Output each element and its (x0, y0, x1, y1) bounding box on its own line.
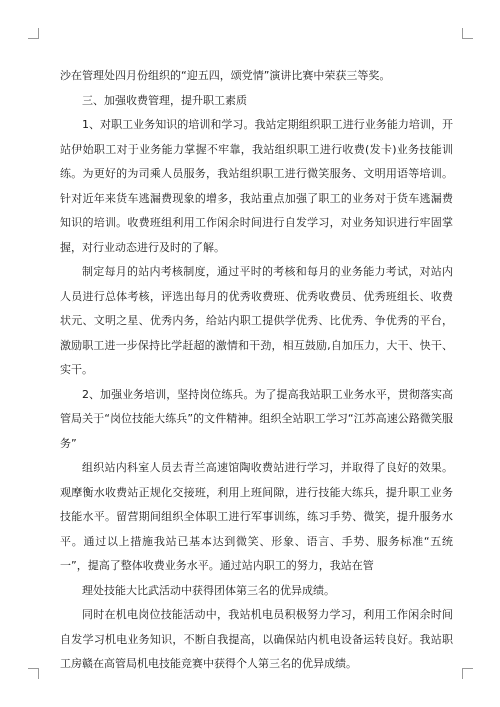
paragraph-business-training: 2、加强业务培训，坚持岗位练兵。为了提高我站职工业务水平，贯彻落实高管局关于“岗位技能大练兵”的文件精神。组织全站职工学习“江苏高速公路微笑服务” (60, 387, 453, 450)
crop-mark-top-right (462, 28, 473, 39)
crop-mark-top-left (28, 28, 39, 39)
paragraph-training: 1、对职工业务知识的培训和学习。我站定期组织职工进行业务能力培训，开站伊始职工对于业务能力掌握不牢靠，我站组织职工进行收费(发卡)业务技能训练。为更好的为司乘人员服务，我站组织职工进行微笑服务、文明用语等培训。针对近年来货车逃漏费现象的增多，我站重点加强了职工的业务对于货车逃漏费知识的培训。收费班组利用工作闲余时间进行自发学习，对业务知识进行牢固掌握，对行业动态进行及时的了解。 (60, 118, 453, 254)
paragraph-electromechanical: 同时在机电岗位技能活动中，我站机电员积极努力学习，利用工作闲余时间自发学习机电业务知识，不断自我提高，以确保站内机电设备运转良好。我站职工房赣在高管局机电技能竞赛中获得个人第三名的优异成绩。 (60, 608, 453, 670)
document-body (60, 64, 453, 677)
section-heading-fee-management: 三、加强收费管理，提升职工素质 (82, 93, 247, 107)
paragraph-award-continuation: 沙在管理处四月份组织的“迎五四，颂党情”演讲比赛中荣获三等奖。 (60, 69, 391, 82)
crop-mark-bottom-right (462, 668, 473, 679)
paragraph-study-visit: 组织站内科室人员去青兰高速馆陶收费站进行学习，并取得了良好的效果。观摩衡水收费站正规化交接班，利用上班间隙，进行技能大练兵，提升职工业务技能水平。留营期间组织全体职工进行军事训练，练习手势、微笑，提升服务水平。通过以上措施我站已基本达到微笑、形象、语言、手势、服务标准“五统一”，提高了整体收费业务水平。通过站内职工的努力，我站在管 (60, 461, 453, 572)
paragraph-assessment-system: 制定每月的站内考核制度，通过平时的考核和每月的业务能力考试，对站内人员进行总体考核，评选出每月的优秀收费班、优秀收费员、优秀班组长、收费状元、文明之星、优秀内务，给站内职工提供学优秀、比优秀、争优秀的平台，激励职工进一步保持比学赶超的激情和干劲，相互鼓励,自加压力，大干、快干、实干。 (60, 265, 453, 376)
paragraph-team-award: 理处技能大比武活动中获得团体第三名的优异成绩。 (82, 583, 335, 597)
crop-mark-bottom-left (28, 668, 39, 679)
